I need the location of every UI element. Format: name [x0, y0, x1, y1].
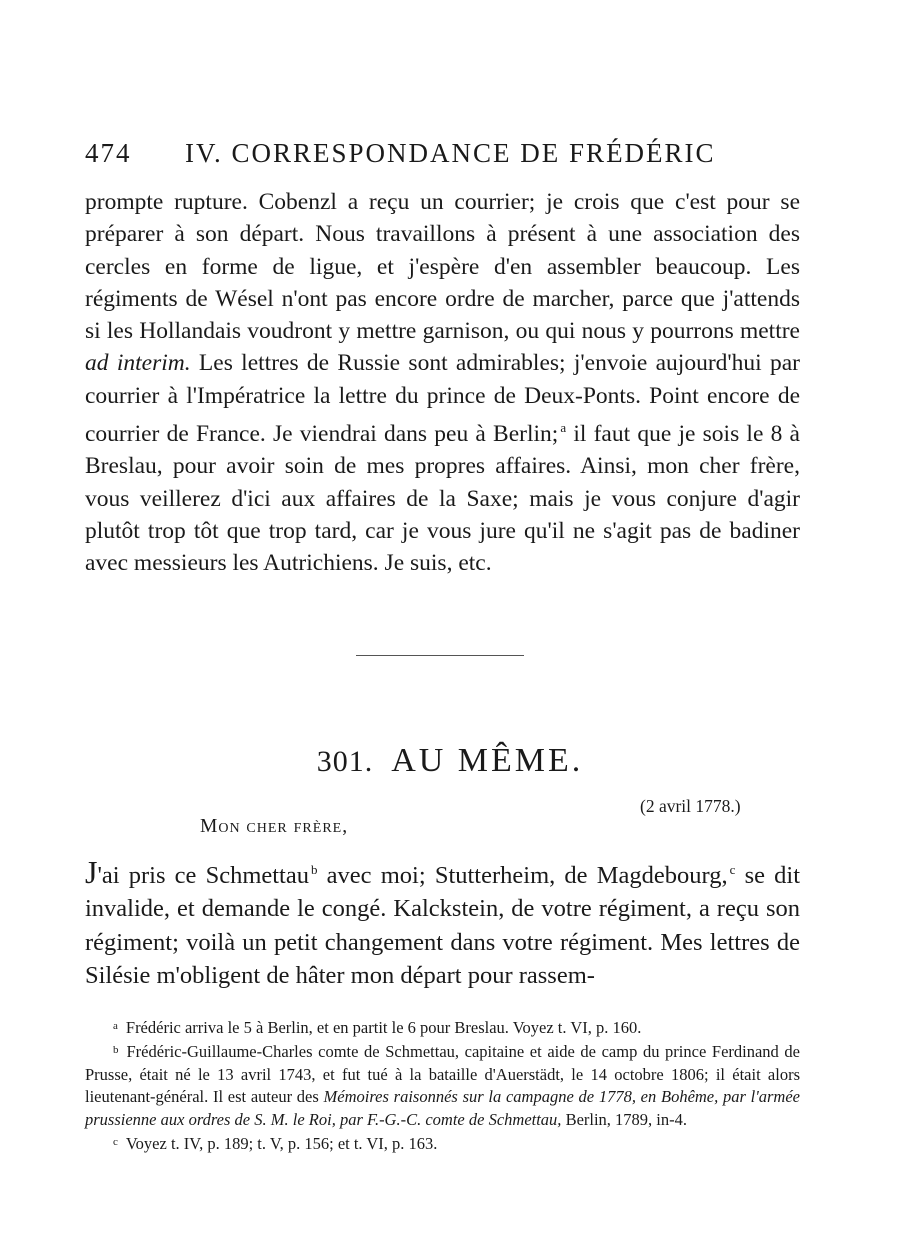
- salutation: Mon cher frère,: [200, 816, 349, 837]
- footnote-ref-a[interactable]: a: [560, 420, 567, 436]
- footnote-b-text-1: Frédéric-Guillaume-Charles comte de Schmettau, capitaine et aide de camp du prince Ferdinand de Prusse, était né le 13 avril 1743, et fut tué à la bataille d'Auerstädt, le 14 octobre 1806; il était alors lieutenant-général. Il est auteur des: [85, 1042, 800, 1107]
- footnotes: [85, 1015, 800, 1155]
- running-title: IV. CORRESPONDANCE DE FRÉDÉRIC: [185, 138, 716, 168]
- footnote-a-text: Frédéric arriva le 5 à Berlin, et en partit le 6 pour Breslau. Voyez t. VI, p. 160.: [125, 1018, 642, 1037]
- letter-heading: [0, 742, 900, 780]
- letter-date: (2 avril 1778.): [640, 796, 741, 816]
- letter-text-1: 'ai pris ce Schmettau: [97, 862, 309, 889]
- letter-body: [85, 853, 800, 992]
- footnote-mark-c: c: [113, 1136, 118, 1149]
- letter-number: 301.: [316, 745, 374, 778]
- footnote-ref-c[interactable]: c: [729, 862, 736, 877]
- footnote-mark-a: a: [113, 1020, 118, 1032]
- drop-cap: J: [85, 854, 98, 890]
- letter-text-3: se dit invalide, et demande le congé. Kalckstein, de votre régiment, a reçu son régiment; voilà un petit changement dans votre régiment. Mes lettres de Silésie m'obligent de hâter mon départ pour rassem-: [85, 862, 801, 989]
- continuation-paragraph: [85, 186, 800, 580]
- page-number: 474: [85, 138, 132, 168]
- continuation-text-2: Les lettres de Russie sont admirables; j'envoie aujourd'hui par courrier à l'Impératrice la lettre du prince de Deux-Ponts. Point encore de courrier de France. Je viendrai dans peu à Berlin;: [85, 350, 800, 448]
- continuation-italic: ad interim.: [85, 350, 191, 377]
- continuation-text-1: prompte rupture. Cobenzl a reçu un courrier; je crois que c'est pour se préparer à son départ. Nous travaillons à présent à une association des cercles en forme de ligue, et j'espère d'en assembler beaucoup. Les régiments de Wésel n'ont pas encore ordre de marcher, parce que j'attends si les Hollandais voudront y mettre garnison, ou qui nous y pourrons mettre: [85, 189, 800, 345]
- letter-title: AU MÊME.: [391, 742, 584, 779]
- footnote-b: [85, 1039, 800, 1131]
- footnote-c-text: Voyez t. IV, p. 189; t. V, p. 156; et t. VI, p. 163.: [125, 1134, 438, 1154]
- footnote-mark-b: b: [113, 1044, 119, 1057]
- footnote-ref-b[interactable]: b: [311, 862, 318, 877]
- footnote-b-italic: Mémoires raisonnés sur la campagne de 1778, en Bohême, par l'armée prussienne aux ordres de S. M. le Roi, par F.-G.-C. comte de Schmettau,: [85, 1087, 801, 1129]
- letter-text-2: avec moi; Stutterheim, de Magdebourg,: [317, 862, 728, 889]
- footnote-b-text-2: Berlin, 1789, in-4.: [561, 1109, 688, 1129]
- footnote-a: [85, 1015, 800, 1039]
- running-head: [85, 138, 725, 169]
- section-divider: [356, 655, 524, 656]
- continuation-text-3: il faut que je sois le 8 à Breslau, pour avoir soin de mes propres affaires. Ainsi, mon cher frère, vous veillerez d'ici aux affaires de la Saxe; mais je vous conjure d'agir plutôt trop tôt que trop tard, car je vous jure qu'il ne s'agit pas de badiner avec messieurs les Autrichiens. Je suis, etc.: [85, 421, 800, 577]
- footnote-c: [85, 1131, 800, 1155]
